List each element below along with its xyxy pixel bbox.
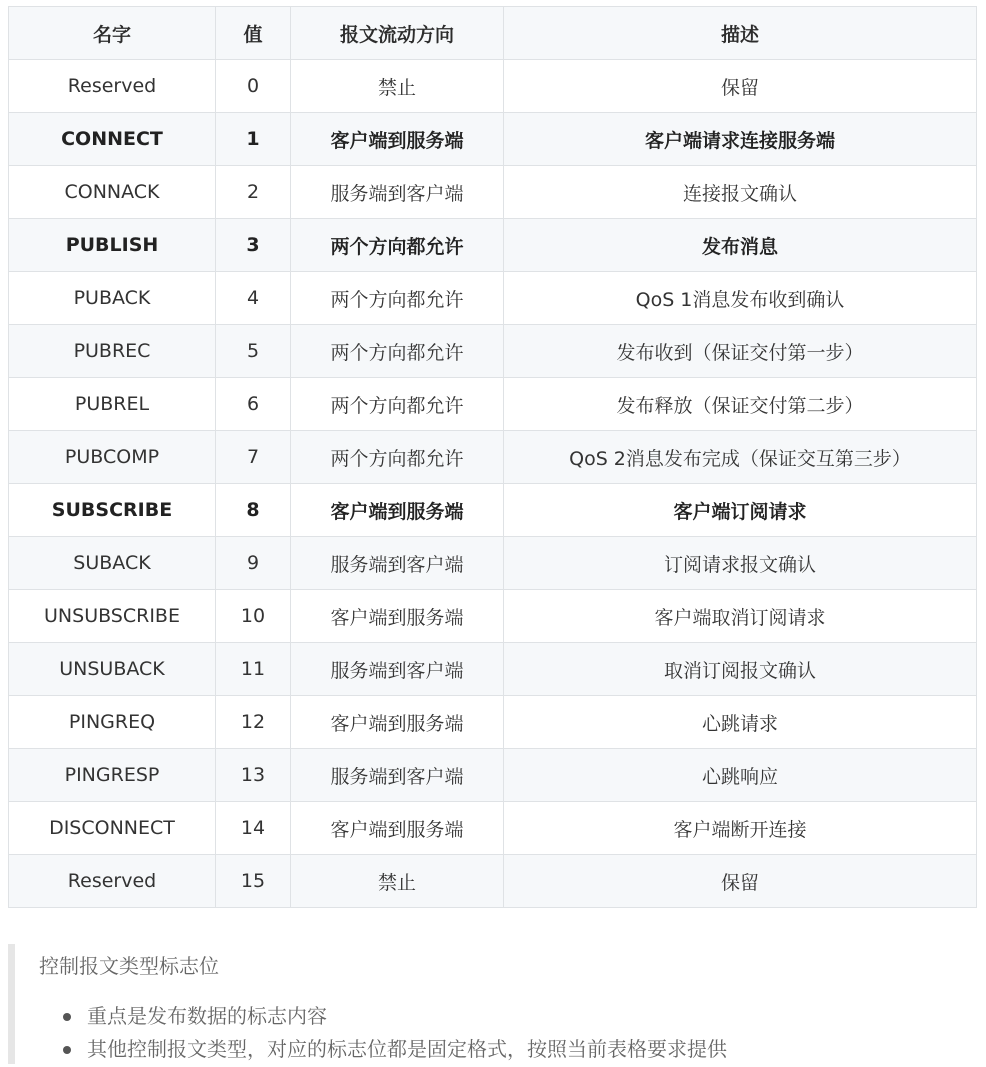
cell-description: 心跳响应 <box>504 749 977 802</box>
bullet-dot-icon <box>63 1013 71 1021</box>
cell-name: UNSUBSCRIBE <box>9 590 216 643</box>
cell-name: Reserved <box>9 60 216 113</box>
table-row <box>9 537 977 590</box>
cell-description: 取消订阅报文确认 <box>504 643 977 696</box>
table-row <box>9 802 977 855</box>
table-row <box>9 855 977 908</box>
cell-value: 7 <box>216 431 291 484</box>
table-row <box>9 325 977 378</box>
cell-description: 发布释放（保证交付第二步） <box>504 378 977 431</box>
cell-name: CONNACK <box>9 166 216 219</box>
cell-description: QoS 1消息发布收到确认 <box>504 272 977 325</box>
cell-value: 10 <box>216 590 291 643</box>
cell-direction: 客户端到服务端 <box>291 484 504 537</box>
cell-name: PUBREC <box>9 325 216 378</box>
cell-description: 发布消息 <box>504 219 977 272</box>
cell-direction: 服务端到客户端 <box>291 749 504 802</box>
mqtt-control-packet-table <box>8 6 977 908</box>
cell-description: 保留 <box>504 855 977 908</box>
cell-value: 15 <box>216 855 291 908</box>
cell-name: Reserved <box>9 855 216 908</box>
cell-direction: 服务端到客户端 <box>291 166 504 219</box>
cell-value: 1 <box>216 113 291 166</box>
cell-value: 12 <box>216 696 291 749</box>
cell-description: 客户端取消订阅请求 <box>504 590 977 643</box>
note-list-item <box>87 1000 968 1033</box>
cell-name: PINGRESP <box>9 749 216 802</box>
cell-value: 9 <box>216 537 291 590</box>
cell-name: SUBSCRIBE <box>9 484 216 537</box>
cell-direction: 禁止 <box>291 60 504 113</box>
cell-value: 11 <box>216 643 291 696</box>
table-row <box>9 219 977 272</box>
table-row <box>9 272 977 325</box>
header-row <box>9 7 977 60</box>
cell-direction: 客户端到服务端 <box>291 696 504 749</box>
cell-value: 14 <box>216 802 291 855</box>
table-row <box>9 643 977 696</box>
cell-name: DISCONNECT <box>9 802 216 855</box>
cell-value: 0 <box>216 60 291 113</box>
cell-direction: 两个方向都允许 <box>291 378 504 431</box>
header-description: 描述 <box>504 7 977 60</box>
cell-value: 2 <box>216 166 291 219</box>
note-item-text: 重点是发布数据的标志内容 <box>87 1004 327 1028</box>
cell-description: 心跳请求 <box>504 696 977 749</box>
cell-description: 保留 <box>504 60 977 113</box>
cell-value: 3 <box>216 219 291 272</box>
cell-value: 8 <box>216 484 291 537</box>
header-value: 值 <box>216 7 291 60</box>
cell-direction: 两个方向都允许 <box>291 272 504 325</box>
note-item-text: 其他控制报文类型，对应的标志位都是固定格式，按照当前表格要求提供 <box>87 1037 727 1061</box>
table-body <box>9 60 977 908</box>
table-row <box>9 590 977 643</box>
cell-name: SUBACK <box>9 537 216 590</box>
cell-description: 客户端请求连接服务端 <box>504 113 977 166</box>
note-list-item <box>87 1033 968 1066</box>
table-row <box>9 696 977 749</box>
cell-description: 订阅请求报文确认 <box>504 537 977 590</box>
cell-name: UNSUBACK <box>9 643 216 696</box>
table-row <box>9 113 977 166</box>
header-direction: 报文流动方向 <box>291 7 504 60</box>
table-row <box>9 378 977 431</box>
document-body <box>8 6 976 908</box>
note-list <box>39 1000 968 1066</box>
table-row <box>9 431 977 484</box>
header-name: 名字 <box>9 7 216 60</box>
table-row <box>9 60 977 113</box>
table-row <box>9 484 977 537</box>
cell-name: PUBREL <box>9 378 216 431</box>
cell-direction: 两个方向都允许 <box>291 219 504 272</box>
cell-direction: 服务端到客户端 <box>291 643 504 696</box>
cell-direction: 客户端到服务端 <box>291 113 504 166</box>
cell-value: 5 <box>216 325 291 378</box>
cell-direction: 客户端到服务端 <box>291 802 504 855</box>
cell-description: 连接报文确认 <box>504 166 977 219</box>
table-row <box>9 749 977 802</box>
cell-value: 6 <box>216 378 291 431</box>
cell-description: 客户端断开连接 <box>504 802 977 855</box>
blockquote-note <box>8 944 968 1064</box>
bullet-dot-icon <box>63 1046 71 1054</box>
cell-direction: 两个方向都允许 <box>291 431 504 484</box>
cell-description: QoS 2消息发布完成（保证交互第三步） <box>504 431 977 484</box>
cell-direction: 客户端到服务端 <box>291 590 504 643</box>
cell-direction: 两个方向都允许 <box>291 325 504 378</box>
cell-name: CONNECT <box>9 113 216 166</box>
note-title: 控制报文类型标志位 <box>39 954 219 978</box>
cell-value: 13 <box>216 749 291 802</box>
cell-name: PUBCOMP <box>9 431 216 484</box>
cell-name: PUBLISH <box>9 219 216 272</box>
cell-description: 客户端订阅请求 <box>504 484 977 537</box>
cell-name: PINGREQ <box>9 696 216 749</box>
cell-direction: 禁止 <box>291 855 504 908</box>
table-row <box>9 166 977 219</box>
cell-name: PUBACK <box>9 272 216 325</box>
cell-direction: 服务端到客户端 <box>291 537 504 590</box>
table-header <box>9 7 977 60</box>
cell-description: 发布收到（保证交付第一步） <box>504 325 977 378</box>
cell-value: 4 <box>216 272 291 325</box>
